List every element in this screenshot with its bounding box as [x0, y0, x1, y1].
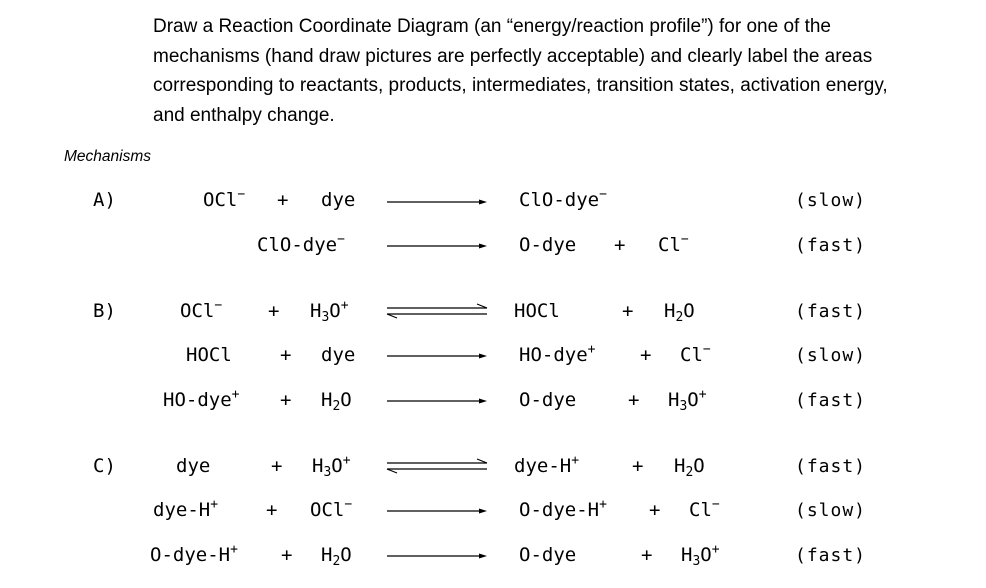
species-cl-minus: Cl− [689, 497, 720, 521]
plus-sign: + [277, 189, 289, 211]
species-dye: dye [321, 344, 356, 366]
species-dye-h-plus: dye-H+ [514, 453, 580, 477]
species-h3o-plus: $H_3O^+$ [312, 453, 351, 480]
species-cl-minus: Cl− [680, 342, 711, 366]
species-o-dye-h-plus: O-dye-H+ [519, 497, 607, 521]
rate-label: (slow) [795, 190, 867, 211]
plus-sign: + [280, 389, 292, 411]
species-hocl: HOCl [186, 344, 232, 366]
species-dye-h-plus: dye-H+ [153, 497, 219, 521]
species-h3o-plus: $H_3O^+$ [681, 542, 720, 569]
single-arrow [387, 553, 487, 559]
species-h2o: $H_2O$ [321, 544, 352, 569]
rate-label: (fast) [795, 545, 867, 566]
rate-label: (fast) [795, 390, 867, 411]
plus-sign: + [280, 344, 292, 366]
species-ocl-minus: OCl− [203, 187, 246, 211]
plus-sign: + [640, 344, 652, 366]
species-h2o: $H_2O$ [664, 300, 695, 325]
species-clo-dye-minus: ClO-dye− [519, 187, 607, 211]
equilibrium-arrow [387, 304, 487, 318]
plus-sign: + [266, 499, 278, 521]
plus-sign: + [614, 234, 626, 256]
species-o-dye: O-dye [519, 389, 577, 411]
species-h3o-plus: $H_3O^+$ [668, 387, 707, 414]
species-cl-minus: Cl− [658, 232, 689, 256]
species-hocl: HOCl [514, 300, 560, 322]
species-h3o-plus: $H_3O^+$ [310, 298, 349, 325]
mechanism-c-label: C) [93, 455, 116, 477]
single-arrow [387, 199, 487, 205]
mechanism-a-label: A) [93, 189, 116, 211]
species-o-dye-h-plus: O-dye-H+ [150, 542, 238, 566]
rate-label: (fast) [795, 235, 867, 256]
rate-label: (slow) [795, 500, 867, 521]
species-ho-dye-plus: HO-dye+ [163, 387, 240, 411]
rate-label: (slow) [795, 345, 867, 366]
instruction-text: Draw a Reaction Coordinate Diagram (an “energy/reaction profile”) for one of the mechanisms (hand draw pictures are perfectly acceptable) and clearly label the areas corresponding to reactants, products, intermediates, transition states, activation energy, and enthalpy change. [153, 16, 888, 126]
plus-sign: + [628, 389, 640, 411]
plus-sign: + [632, 455, 644, 477]
rate-label: (fast) [795, 456, 867, 477]
plus-sign: + [641, 544, 653, 566]
species-h2o: $H_2O$ [321, 389, 352, 414]
plus-sign: + [281, 544, 293, 566]
single-arrow [387, 353, 487, 359]
equilibrium-arrow [387, 459, 487, 473]
species-ocl-minus: OCl− [180, 298, 223, 322]
species-h2o: $H_2O$ [674, 455, 705, 480]
mechanisms-heading: Mechanisms [64, 148, 151, 165]
species-dye: dye [176, 455, 211, 477]
species-dye: dye [321, 189, 356, 211]
mechanism-b-label: B) [93, 300, 116, 322]
species-o-dye: O-dye [519, 544, 577, 566]
plus-sign: + [649, 499, 661, 521]
species-clo-dye-minus: ClO-dye− [257, 232, 345, 256]
plus-sign: + [271, 455, 283, 477]
single-arrow [387, 243, 487, 249]
species-ocl-minus: OCl− [310, 497, 353, 521]
species-ho-dye-plus: HO-dye+ [519, 342, 596, 366]
single-arrow [387, 398, 487, 404]
rate-label: (fast) [795, 301, 867, 322]
species-o-dye: O-dye [519, 234, 577, 256]
plus-sign: + [268, 300, 280, 322]
single-arrow [387, 508, 487, 514]
plus-sign: + [622, 300, 634, 322]
